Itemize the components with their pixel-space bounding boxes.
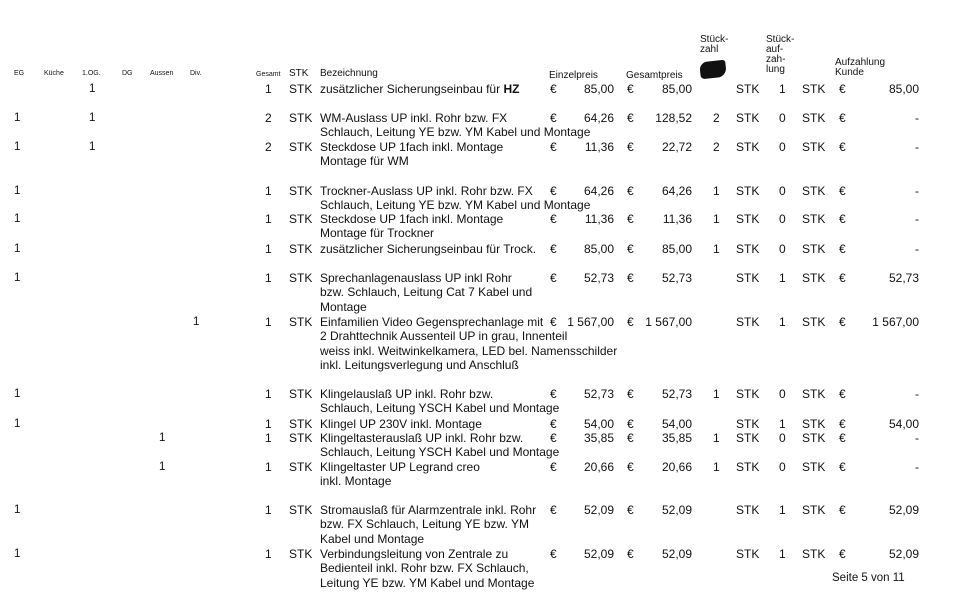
col-header-aufzahlung-kunde: Aufzahlung Kunde bbox=[835, 57, 886, 78]
cell-aufzahlung-kunde: 85,00 bbox=[888, 82, 919, 96]
cell-unit: STK bbox=[289, 82, 313, 96]
description-line: Verbindungsleitung von Zentrale zu bbox=[320, 547, 509, 561]
cell-aufzahlung-currency: € bbox=[839, 503, 846, 517]
cell-aufzahlung-currency: € bbox=[839, 431, 846, 445]
cell-einzelpreis-currency: € bbox=[550, 82, 557, 96]
cell-eg: 1 bbox=[14, 213, 21, 225]
cell-eg: 1 bbox=[14, 504, 21, 516]
cell-stueckaufzahlung: 0 bbox=[779, 431, 786, 445]
cell-stueckzahl-unit: STK bbox=[736, 387, 760, 401]
col-header-dg: DG bbox=[122, 70, 133, 77]
cell-gesamtpreis: 85,00 bbox=[661, 82, 692, 96]
cell-stueckaufzahlung: 0 bbox=[779, 184, 786, 198]
cell-aufzahlung-kunde: - bbox=[915, 460, 919, 474]
cell-div: 1 bbox=[193, 316, 200, 328]
col-header-bezeichnung: Bezeichnung bbox=[320, 68, 378, 79]
cell-einzelpreis: 20,66 bbox=[583, 460, 614, 474]
description-line: zusätzlicher Sicherungseinbau für HZ bbox=[320, 82, 520, 96]
table-row bbox=[0, 271, 953, 314]
description-line: Bedienteil inkl. Rohr bzw. FX Schlauch, bbox=[320, 561, 529, 576]
cell-eg: 1 bbox=[14, 418, 21, 430]
cell-einzelpreis: 1 567,00 bbox=[567, 315, 614, 329]
col-header-aussen: Aussen bbox=[150, 70, 174, 77]
cell-einzelpreis-currency: € bbox=[550, 417, 557, 431]
table-row bbox=[0, 503, 953, 546]
cell-gesamtpreis: 11,36 bbox=[662, 212, 692, 226]
cell-eg: 1 bbox=[14, 185, 21, 197]
table-row bbox=[0, 315, 953, 373]
cell-stueckzahl-unit: STK bbox=[736, 140, 760, 154]
cell-eg: 1 bbox=[14, 243, 21, 255]
cell-einzelpreis-currency: € bbox=[550, 460, 557, 474]
table-row bbox=[0, 140, 953, 169]
cell-eg: 1 bbox=[14, 388, 21, 400]
cell-gesamt: 1 bbox=[265, 271, 272, 285]
cell-gesamt: 1 bbox=[265, 547, 272, 561]
col-header-einzelpreis: Einzelpreis bbox=[549, 70, 598, 81]
cell-einzelpreis-currency: € bbox=[550, 315, 557, 329]
cell-einzelpreis: 52,73 bbox=[583, 271, 614, 285]
cell-gesamt: 1 bbox=[265, 242, 272, 256]
table-row bbox=[0, 212, 953, 241]
cell-stueckzahl-unit: STK bbox=[736, 184, 760, 198]
cell-aufzahlung-kunde: 1 567,00 bbox=[872, 315, 919, 329]
cell-aufzahlung-kunde: - bbox=[915, 212, 919, 226]
cell-gesamt: 1 bbox=[265, 417, 272, 431]
cell-unit: STK bbox=[289, 315, 313, 329]
cell-gesamt: 1 bbox=[265, 387, 272, 401]
cell-unit: STK bbox=[289, 503, 313, 517]
cell-einzelpreis-currency: € bbox=[550, 547, 557, 561]
cell-gesamtpreis: 52,73 bbox=[661, 387, 692, 401]
cell-unit: STK bbox=[289, 184, 313, 198]
col-header-gesamtpreis: Gesamtpreis bbox=[626, 70, 683, 81]
cell-gesamtpreis: 35,85 bbox=[661, 431, 692, 445]
cell-aufzahlung-currency: € bbox=[839, 82, 846, 96]
cell-einzelpreis-currency: € bbox=[550, 431, 557, 445]
cell-stueckaufzahlung: 1 bbox=[779, 271, 786, 285]
cell-einzelpreis: 85,00 bbox=[583, 82, 614, 96]
description-line: Steckdose UP 1fach inkl. Montage bbox=[320, 212, 504, 226]
description-line: inkl. Montage bbox=[320, 474, 392, 489]
cell-einzelpreis-currency: € bbox=[550, 184, 557, 198]
description-line: Einfamilien Video Gegensprechanlage mit bbox=[320, 315, 544, 329]
cell-stueckaufzahlung-unit: STK bbox=[802, 111, 826, 125]
cell-gesamt: 2 bbox=[265, 111, 272, 125]
description-line: bzw. Schlauch, Leitung Cat 7 Kabel und bbox=[320, 285, 533, 300]
cell-einzelpreis: 52,09 bbox=[583, 547, 614, 561]
cell-stueckzahl-unit: STK bbox=[736, 547, 760, 561]
col-header-stk: STK bbox=[289, 68, 309, 79]
cell-stueckaufzahlung: 1 bbox=[779, 315, 786, 329]
cell-stueckzahl: 1 bbox=[713, 431, 720, 445]
table-row bbox=[0, 82, 953, 96]
cell-stueckaufzahlung-unit: STK bbox=[802, 242, 826, 256]
cell-eg: 1 bbox=[14, 112, 21, 124]
cell-stueckzahl-unit: STK bbox=[736, 111, 760, 125]
cell-unit: STK bbox=[289, 387, 313, 401]
cell-gesamtpreis-currency: € bbox=[627, 140, 634, 154]
cell-gesamtpreis: 128,52 bbox=[655, 111, 692, 125]
cell-unit: STK bbox=[289, 242, 313, 256]
cell-gesamtpreis-currency: € bbox=[627, 271, 634, 285]
cell-1og: 1 bbox=[89, 112, 96, 124]
description-line: Schlauch, Leitung YE bzw. YM Kabel und Montage bbox=[320, 125, 591, 140]
cell-gesamtpreis: 52,09 bbox=[661, 547, 692, 561]
cell-eg: 1 bbox=[14, 141, 21, 153]
cell-einzelpreis: 64,26 bbox=[583, 111, 614, 125]
description-line: Leitung YE bzw. YM Kabel und Montage bbox=[320, 575, 535, 590]
cell-aufzahlung-kunde: 54,00 bbox=[888, 417, 919, 431]
description-line: Klingeltasterauslaß UP inkl. Rohr bzw. bbox=[320, 431, 524, 445]
cell-stueckaufzahlung-unit: STK bbox=[802, 431, 826, 445]
table-row bbox=[0, 417, 953, 431]
cell-einzelpreis-currency: € bbox=[550, 140, 557, 154]
description-line: Steckdose UP 1fach inkl. Montage bbox=[320, 140, 504, 154]
cell-stueckaufzahlung-unit: STK bbox=[802, 271, 826, 285]
cell-stueckaufzahlung-unit: STK bbox=[802, 547, 826, 561]
cell-stueckaufzahlung: 1 bbox=[779, 417, 786, 431]
cell-einzelpreis: 52,09 bbox=[583, 503, 614, 517]
description-line: Trockner-Auslass UP inkl. Rohr bzw. FX bbox=[320, 184, 533, 198]
col-header-div: Div. bbox=[190, 70, 202, 77]
cell-einzelpreis: 52,73 bbox=[583, 387, 614, 401]
cell-1og: 1 bbox=[89, 83, 96, 95]
cell-gesamt: 1 bbox=[265, 431, 272, 445]
cell-unit: STK bbox=[289, 140, 313, 154]
cell-aufzahlung-currency: € bbox=[839, 387, 846, 401]
redaction-mark bbox=[699, 60, 727, 80]
cell-aufzahlung-currency: € bbox=[839, 184, 846, 198]
cell-gesamt: 1 bbox=[265, 315, 272, 329]
cell-stueckzahl-unit: STK bbox=[736, 503, 760, 517]
table-row bbox=[0, 184, 953, 213]
description-line: bzw. FX Schlauch, Leitung YE bzw. YM bbox=[320, 517, 530, 532]
cell-unit: STK bbox=[289, 111, 313, 125]
cell-stueckzahl-unit: STK bbox=[736, 242, 760, 256]
cell-gesamtpreis-currency: € bbox=[627, 547, 634, 561]
cell-stueckaufzahlung: 1 bbox=[779, 82, 786, 96]
cell-gesamtpreis-currency: € bbox=[627, 387, 634, 401]
description-line: Stromauslaß für Alarmzentrale inkl. Rohr bbox=[320, 503, 537, 517]
cell-gesamtpreis-currency: € bbox=[627, 111, 634, 125]
cell-einzelpreis-currency: € bbox=[550, 503, 557, 517]
cell-gesamtpreis-currency: € bbox=[627, 417, 634, 431]
cell-einzelpreis-currency: € bbox=[550, 387, 557, 401]
cell-unit: STK bbox=[289, 547, 313, 561]
cell-aufzahlung-currency: € bbox=[839, 212, 846, 226]
cell-stueckzahl-unit: STK bbox=[736, 431, 760, 445]
cell-unit: STK bbox=[289, 212, 313, 226]
cell-gesamt: 2 bbox=[265, 140, 272, 154]
cell-gesamtpreis: 52,09 bbox=[661, 503, 692, 517]
table-row bbox=[0, 387, 953, 416]
cell-stueckaufzahlung-unit: STK bbox=[802, 460, 826, 474]
cell-aufzahlung-currency: € bbox=[839, 111, 846, 125]
description-line: Montage für WM bbox=[320, 154, 409, 169]
cell-gesamt: 1 bbox=[265, 212, 272, 226]
description-line: Kabel und Montage bbox=[320, 531, 425, 546]
cell-stueckzahl: 1 bbox=[713, 212, 720, 226]
cell-1og: 1 bbox=[89, 141, 96, 153]
cell-aufzahlung-kunde: 52,09 bbox=[888, 547, 919, 561]
cell-eg: 1 bbox=[14, 548, 21, 560]
cell-gesamt: 1 bbox=[265, 184, 272, 198]
cell-stueckzahl-unit: STK bbox=[736, 212, 760, 226]
cell-aufzahlung-currency: € bbox=[839, 140, 846, 154]
cell-unit: STK bbox=[289, 460, 313, 474]
cell-aufzahlung-kunde: - bbox=[915, 387, 919, 401]
cell-stueckzahl-unit: STK bbox=[736, 82, 760, 96]
cell-stueckaufzahlung: 0 bbox=[779, 387, 786, 401]
page-number: Seite 5 von 11 bbox=[832, 572, 905, 584]
cell-stueckzahl: 1 bbox=[713, 242, 720, 256]
table-row bbox=[0, 431, 953, 460]
cell-aufzahlung-currency: € bbox=[839, 460, 846, 474]
cell-stueckaufzahlung: 0 bbox=[779, 460, 786, 474]
cell-einzelpreis: 64,26 bbox=[583, 184, 614, 198]
cell-aufzahlung-currency: € bbox=[839, 315, 846, 329]
description-line: weiss inkl. Weitwinkelkamera, LED bel. Namensschilder bbox=[320, 343, 618, 358]
cell-stueckaufzahlung-unit: STK bbox=[802, 503, 826, 517]
cell-einzelpreis-currency: € bbox=[550, 242, 557, 256]
description-line: 2 Drahttechnik Aussenteil UP in grau, Innenteil bbox=[320, 329, 568, 344]
cell-gesamtpreis-currency: € bbox=[627, 315, 634, 329]
cell-stueckaufzahlung-unit: STK bbox=[802, 387, 826, 401]
table-row bbox=[0, 460, 953, 489]
cell-stueckzahl-unit: STK bbox=[736, 315, 760, 329]
cell-aufzahlung-kunde: 52,09 bbox=[888, 503, 919, 517]
cell-gesamtpreis-currency: € bbox=[627, 431, 634, 445]
description-line: Klingelauslaß UP inkl. Rohr bzw. bbox=[320, 387, 494, 401]
cell-einzelpreis-currency: € bbox=[550, 212, 557, 226]
description-line: inkl. Leitungsverlegung und Anschluß bbox=[320, 358, 519, 373]
cell-gesamt: 1 bbox=[265, 503, 272, 517]
cell-stueckzahl: 1 bbox=[713, 387, 720, 401]
cell-gesamtpreis: 52,73 bbox=[661, 271, 692, 285]
description-line: Sprechanlagenauslass UP inkl Rohr bbox=[320, 271, 512, 285]
cell-aufzahlung-currency: € bbox=[839, 271, 846, 285]
col-header-1og: 1.OG. bbox=[82, 70, 101, 77]
cell-aufzahlung-kunde: - bbox=[915, 242, 919, 256]
cell-stueckzahl: 1 bbox=[713, 184, 720, 198]
cell-gesamt: 1 bbox=[265, 82, 272, 96]
cell-stueckzahl-unit: STK bbox=[736, 271, 760, 285]
cell-stueckaufzahlung-unit: STK bbox=[802, 82, 826, 96]
cell-stueckaufzahlung-unit: STK bbox=[802, 140, 826, 154]
cell-einzelpreis-currency: € bbox=[550, 111, 557, 125]
cell-stueckaufzahlung: 0 bbox=[779, 111, 786, 125]
cell-eg: 1 bbox=[14, 272, 21, 284]
col-header-stueckzahl: Stück- zahl bbox=[700, 34, 729, 55]
cell-stueckaufzahlung: 1 bbox=[779, 547, 786, 561]
cell-aufzahlung-currency: € bbox=[839, 242, 846, 256]
cell-gesamtpreis-currency: € bbox=[627, 460, 634, 474]
col-header-stueckaufzahlung: Stück- auf- zah- lung bbox=[766, 34, 795, 75]
cell-stueckaufzahlung: 0 bbox=[779, 140, 786, 154]
cell-gesamtpreis-currency: € bbox=[627, 242, 634, 256]
cell-stueckzahl-unit: STK bbox=[736, 417, 760, 431]
cell-gesamtpreis: 85,00 bbox=[661, 242, 692, 256]
cell-aussen: 1 bbox=[159, 432, 166, 444]
cell-aufzahlung-kunde: - bbox=[915, 140, 919, 154]
description-line: Schlauch, Leitung YE bzw. YM Kabel und Montage bbox=[320, 198, 591, 213]
cell-aufzahlung-kunde: - bbox=[915, 111, 919, 125]
col-header-eg: EG bbox=[14, 70, 25, 77]
cell-einzelpreis: 11,36 bbox=[584, 140, 614, 154]
cell-gesamtpreis: 22,72 bbox=[661, 140, 692, 154]
description-line: WM-Auslass UP inkl. Rohr bzw. FX bbox=[320, 111, 508, 125]
cell-aufzahlung-kunde: - bbox=[915, 184, 919, 198]
cell-stueckaufzahlung: 0 bbox=[779, 242, 786, 256]
cell-einzelpreis: 85,00 bbox=[583, 242, 614, 256]
cell-gesamtpreis-currency: € bbox=[627, 212, 634, 226]
cell-stueckzahl: 2 bbox=[713, 111, 720, 125]
description-line: Klingeltaster UP Legrand creo bbox=[320, 460, 480, 474]
cell-einzelpreis-currency: € bbox=[550, 271, 557, 285]
cell-gesamtpreis: 1 567,00 bbox=[645, 315, 692, 329]
cell-unit: STK bbox=[289, 417, 313, 431]
description-line: Klingel UP 230V inkl. Montage bbox=[320, 417, 482, 431]
cell-gesamtpreis-currency: € bbox=[627, 503, 634, 517]
cell-stueckaufzahlung-unit: STK bbox=[802, 417, 826, 431]
cell-einzelpreis: 11,36 bbox=[584, 212, 614, 226]
cell-stueckaufzahlung-unit: STK bbox=[802, 212, 826, 226]
description-line: Montage für Trockner bbox=[320, 226, 435, 241]
cell-stueckaufzahlung: 0 bbox=[779, 212, 786, 226]
col-header-kueche: Küche bbox=[44, 70, 64, 77]
description-line: Montage bbox=[320, 299, 367, 314]
cell-aufzahlung-currency: € bbox=[839, 417, 846, 431]
cell-stueckzahl: 1 bbox=[713, 460, 720, 474]
cell-stueckzahl-unit: STK bbox=[736, 460, 760, 474]
cell-stueckaufzahlung-unit: STK bbox=[802, 315, 826, 329]
cell-unit: STK bbox=[289, 431, 313, 445]
cell-gesamtpreis: 54,00 bbox=[661, 417, 692, 431]
cell-stueckaufzahlung-unit: STK bbox=[802, 184, 826, 198]
cell-aussen: 1 bbox=[159, 461, 166, 473]
table-row bbox=[0, 242, 953, 256]
table-row bbox=[0, 111, 953, 140]
cell-aufzahlung-currency: € bbox=[839, 547, 846, 561]
description-line: Schlauch, Leitung YSCH Kabel und Montage bbox=[320, 401, 560, 416]
cell-unit: STK bbox=[289, 271, 313, 285]
cell-aufzahlung-kunde: 52,73 bbox=[888, 271, 919, 285]
col-header-gesamt: Gesamt bbox=[256, 71, 281, 78]
cell-gesamt: 1 bbox=[265, 460, 272, 474]
cell-einzelpreis: 54,00 bbox=[583, 417, 614, 431]
cell-einzelpreis: 35,85 bbox=[583, 431, 614, 445]
cell-gesamtpreis: 20,66 bbox=[661, 460, 692, 474]
cell-aufzahlung-kunde: - bbox=[915, 431, 919, 445]
cell-gesamtpreis-currency: € bbox=[627, 82, 634, 96]
cell-stueckaufzahlung: 1 bbox=[779, 503, 786, 517]
description-line: Schlauch, Leitung YSCH Kabel und Montage bbox=[320, 445, 560, 460]
cell-gesamtpreis-currency: € bbox=[627, 184, 634, 198]
cell-gesamtpreis: 64,26 bbox=[661, 184, 692, 198]
cell-stueckzahl: 2 bbox=[713, 140, 720, 154]
description-line: zusätzlicher Sicherungseinbau für Trock. bbox=[320, 242, 537, 256]
